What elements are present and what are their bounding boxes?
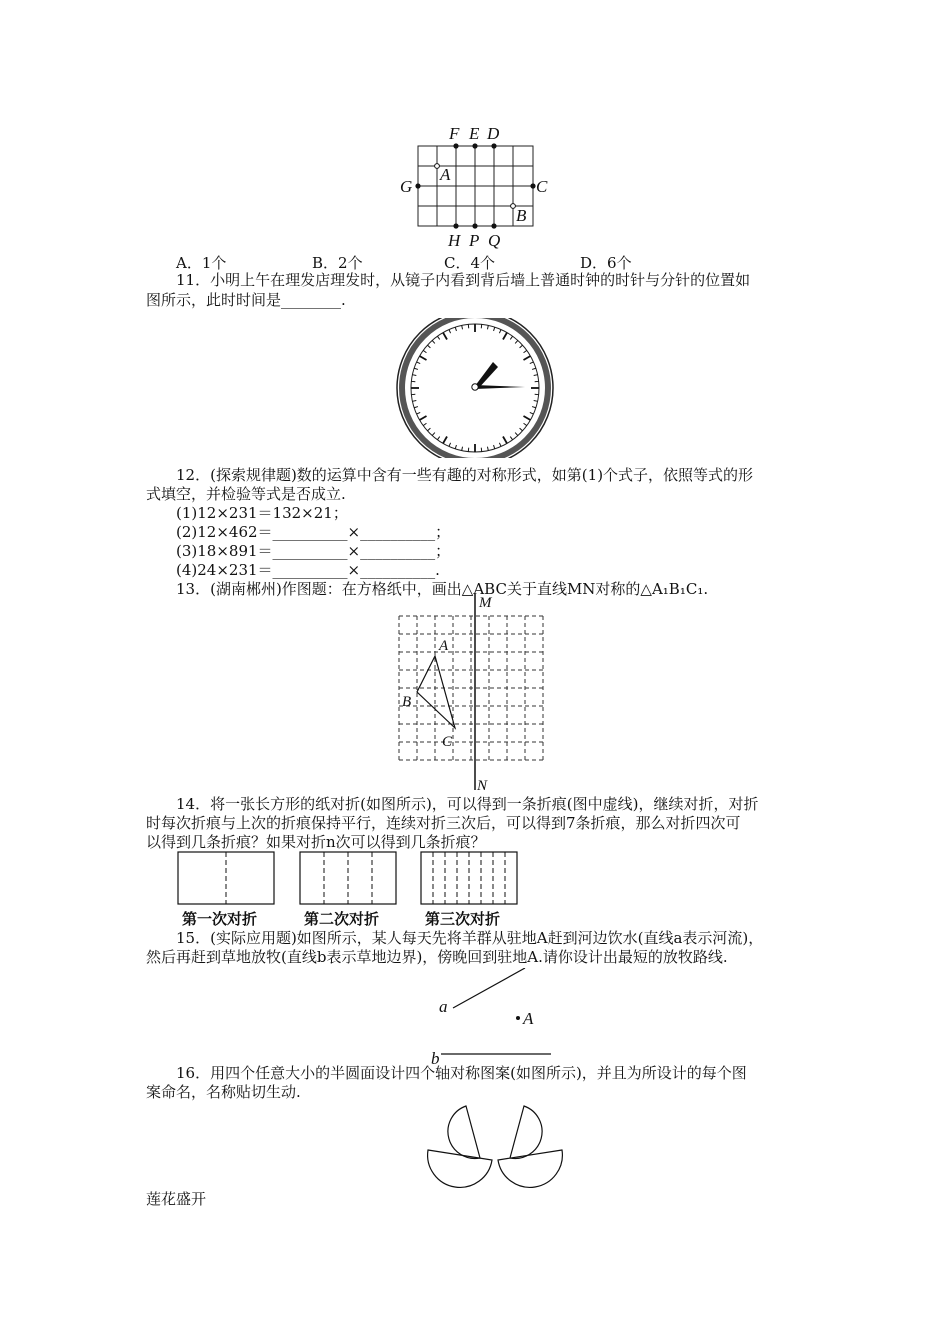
label-D: D: [487, 124, 500, 143]
caption-fold-3: 第三次对折: [425, 912, 501, 928]
option-d: D．6个: [580, 254, 632, 272]
label-C13: C: [442, 734, 453, 750]
label-C: C: [536, 177, 548, 196]
q12-eq4: (4)24×231＝__________×__________.: [176, 561, 440, 579]
q16-line1: 16．用四个任意大小的半圆面设计四个轴对称图案(如图所示)，并且为所设计的每个图: [176, 1064, 747, 1082]
label-A: A: [440, 165, 451, 184]
label-a: a: [439, 997, 448, 1016]
label-P: P: [469, 231, 480, 250]
line-a: [453, 968, 525, 1008]
label-G: G: [400, 177, 413, 196]
q12-eq3: (3)18×891＝__________×__________；: [176, 542, 451, 560]
semicircle-lower-right: [498, 1150, 562, 1187]
semicircle-upper-right: [510, 1106, 542, 1158]
caption-fold-1: 第一次对折: [182, 912, 258, 928]
label-N: N: [477, 778, 488, 794]
label-H: H: [448, 231, 461, 250]
river-figure: [425, 968, 565, 1068]
label-b: b: [431, 1049, 440, 1068]
lotus-figure: [420, 1094, 570, 1190]
option-a: A．1个: [176, 254, 227, 272]
q16-line2: 案命名，名称贴切生动.: [146, 1083, 301, 1101]
q14-line1: 14．将一张长方形的纸对折(如图所示)，可以得到一条折痕(图中虚线)，继续对折，对折: [176, 795, 759, 813]
grid-figure-q13: [395, 594, 555, 794]
grid-figure-q10: [395, 120, 565, 250]
label-B13: B: [402, 694, 412, 710]
label-A13: A: [439, 638, 449, 654]
label-B: B: [516, 206, 527, 225]
q14-line3: 以得到几条折痕？如果对折n次可以得到几条折痕？: [146, 833, 486, 851]
clock-figure: [395, 318, 555, 458]
point-a: [516, 1016, 520, 1020]
dashed-grid: [399, 616, 543, 760]
semicircle-lower-left: [428, 1150, 492, 1187]
q12-eq1: (1)12×231＝132×21；: [176, 504, 348, 522]
option-b: B．2个: [312, 254, 363, 272]
q16-answer: 莲花盛开: [146, 1190, 207, 1208]
q13-line1: 13．(湖南郴州)作图题：在方格纸中，画出△ABC关于直线MN对称的△A₁B₁C₁.: [176, 580, 709, 598]
q12-line1: 12．(探索规律题)数的运算中含有一些有趣的对称形式，如第(1)个式子，依照等式的形: [176, 466, 754, 484]
label-F: F: [449, 124, 460, 143]
label-M: M: [479, 595, 492, 611]
q11-line1: 11．小明上午在理发店理发时，从镜子内看到背后墙上普通时钟的时针与分针的位置如: [176, 271, 751, 289]
folding-figure: [170, 848, 530, 930]
q12-line2: 式填空，并检验等式是否成立.: [146, 485, 346, 503]
q15-line2: 然后再赶到草地放牧(直线b表示草地边界)，傍晚回到驻地A.请你设计出最短的放牧路线.: [146, 948, 728, 966]
q14-line2: 时每次折痕与上次的折痕保持平行，连续对折三次后，可以得到7条折痕，那么对折四次可: [146, 814, 741, 832]
triangle-abc: [417, 656, 455, 728]
q15-line1: 15．(实际应用题)如图所示，某人每天先将羊群从驻地A赶到河边饮水(直线a表示河流)，: [176, 929, 764, 947]
label-E: E: [469, 124, 480, 143]
label-point-a: A: [523, 1009, 534, 1028]
label-Q: Q: [488, 231, 501, 250]
q11-line2: 图所示，此时时间是________.: [146, 291, 346, 309]
semicircle-upper-left: [448, 1106, 480, 1158]
option-c: C．4个: [444, 254, 496, 272]
caption-fold-2: 第二次对折: [304, 912, 380, 928]
q12-eq2: (2)12×462＝__________×__________；: [176, 523, 451, 541]
